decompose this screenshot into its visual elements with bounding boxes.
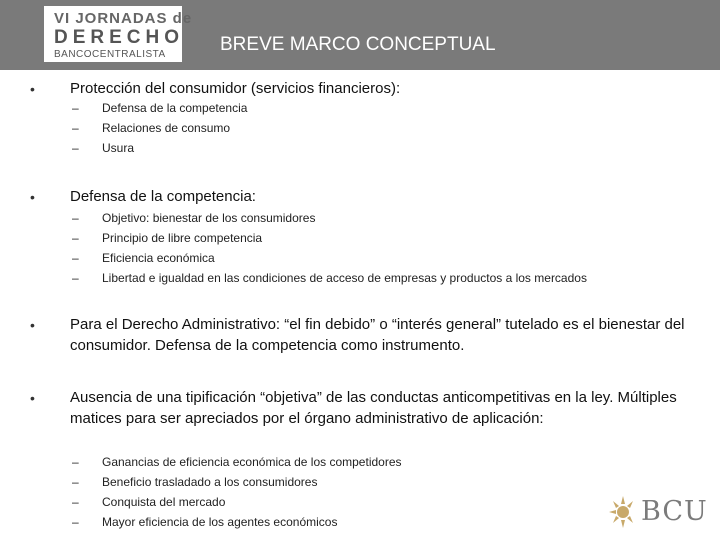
sub-marker: – <box>72 271 79 285</box>
bullet-text: Para el Derecho Administrativo: “el fin debido” o “interés general” tutelado es el bienestar del consumidor. Defensa de la competencia como instrumento. <box>70 316 685 354</box>
sub-marker: – <box>72 515 79 529</box>
logo-line-3: BANCOCENTRALISTA <box>54 49 166 60</box>
sub-item-text: Eficiencia económica <box>102 251 215 265</box>
sub-marker: – <box>72 101 79 115</box>
sub-marker: – <box>72 495 79 509</box>
sub-item-text: Relaciones de consumo <box>102 121 231 135</box>
sub-marker: – <box>72 141 79 155</box>
bullet-marker: • <box>30 317 35 333</box>
sub-marker: – <box>72 121 79 135</box>
sub-marker: – <box>72 251 79 265</box>
bullet-text: Ausencia de una tipificación “objetiva” de las conductas anticompetitivas en la ley. Múltiples matices para ser apreciados por el órgano administrativo de aplicación: <box>70 389 677 427</box>
logo-line-2: DERECHO <box>54 27 185 48</box>
sub-item-text: Beneficio trasladado a los consumidores <box>102 475 318 489</box>
header-bar <box>0 0 720 70</box>
sub-item-text: Conquista del mercado <box>102 495 226 509</box>
sub-marker: – <box>72 455 79 469</box>
bullet-text: Defensa de la competencia: <box>70 188 256 205</box>
sub-item-text: Objetivo: bienestar de los consumidores <box>102 211 316 225</box>
jornadas-logo <box>44 6 193 62</box>
sub-item-text: Principio de libre competencia <box>102 231 263 245</box>
sub-item-text: Usura <box>102 141 135 155</box>
sub-marker: – <box>72 211 79 225</box>
bullet-marker: • <box>30 189 35 205</box>
sub-item-text: Mayor eficiencia de los agentes económicos <box>102 515 338 529</box>
sun-icon <box>605 494 635 530</box>
sub-item-text: Defensa de la competencia <box>102 101 248 115</box>
sub-marker: – <box>72 231 79 245</box>
sub-item-text: Ganancias de eficiencia económica de los competidores <box>102 455 402 469</box>
bullet-marker: • <box>30 81 35 97</box>
bullet-text: Protección del consumidor (servicios financieros): <box>70 80 401 97</box>
sub-item-text: Libertad e igualdad en las condiciones de acceso de empresas y productos a los mercados <box>102 271 587 285</box>
logo-line-1: VI JORNADAS de <box>54 10 193 27</box>
sub-marker: – <box>72 475 79 489</box>
bcu-logo <box>605 494 708 530</box>
bcu-logo-text: BCU <box>641 496 708 527</box>
slide-title: BREVE MARCO CONCEPTUAL <box>220 34 496 55</box>
bullet-marker: • <box>30 390 35 406</box>
